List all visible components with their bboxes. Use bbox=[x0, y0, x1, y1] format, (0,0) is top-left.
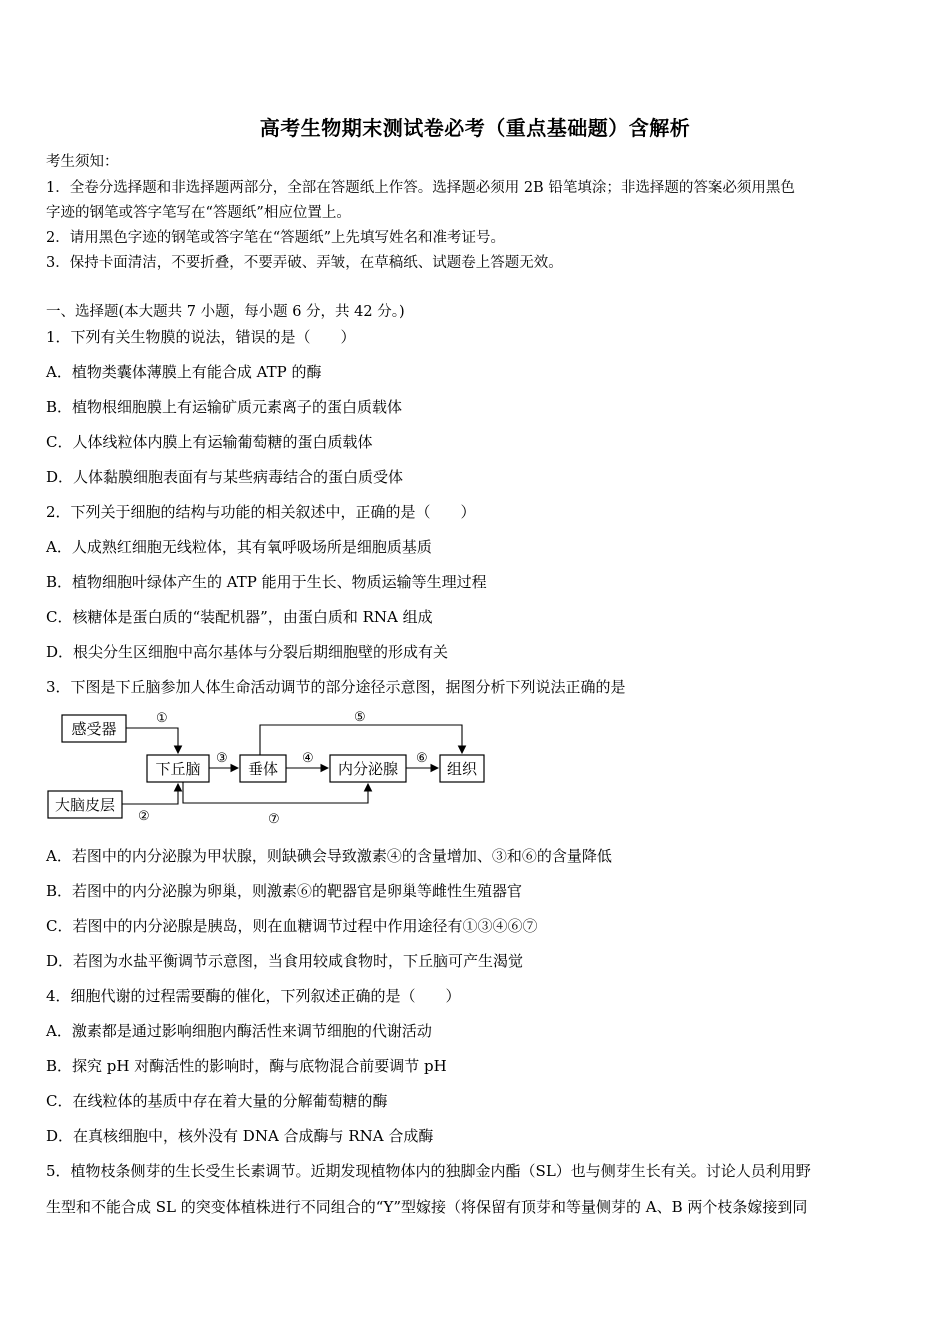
receptor-label: 感受器 bbox=[71, 720, 117, 738]
notice-item: 2．请用黑色字迹的钢笔或答字笔在“答题纸”上先填写姓名和准考证号。 bbox=[46, 230, 506, 246]
option-d: D．根尖分生区细胞中高尔基体与分裂后期细胞壁的形成有关 bbox=[46, 643, 449, 661]
page-title: 高考生物期末测试卷必考（重点基础题）含解析 bbox=[259, 116, 691, 140]
cortex-box bbox=[48, 791, 122, 818]
option-c: C．人体线粒体内膜上有运输葡萄糖的蛋白质载体 bbox=[46, 433, 373, 451]
notice-item: 1．全卷分选择题和非选择题两部分，全部在答题纸上作答。选择题必须用 2B 铅笔填涂；非选择题的答案必须用黑色 bbox=[46, 180, 795, 196]
option-a: A．植物类囊体薄膜上有能合成 ATP 的酶 bbox=[46, 363, 322, 381]
label-3: ③ bbox=[216, 751, 228, 766]
arrow-7 bbox=[183, 782, 368, 803]
gland-box bbox=[330, 755, 406, 782]
option-b: B．若图中的内分泌腺为卵巢，则激素⑥的靶器官是卵巢等雌性生殖器官 bbox=[46, 882, 523, 900]
label-1: ① bbox=[156, 711, 168, 726]
notice-item: 3．保持卡面清洁，不要折叠，不要弄破、弄皱，在草稿纸、试题卷上答题无效。 bbox=[46, 255, 563, 271]
option-d: D．在真核细胞中，核外没有 DNA 合成酶与 RNA 合成酶 bbox=[46, 1127, 434, 1145]
option-c: C．核糖体是蛋白质的“装配机器”，由蛋白质和 RNA 组成 bbox=[46, 608, 433, 626]
arrow-1 bbox=[126, 728, 178, 753]
label-7: ⑦ bbox=[268, 812, 280, 827]
option-b: B．植物细胞叶绿体产生的 ATP 能用于生长、物质运输等生理过程 bbox=[46, 573, 487, 591]
question-stem: 3．下图是下丘脑参加人体生命活动调节的部分途径示意图，据图分析下列说法正确的是 bbox=[46, 678, 626, 696]
option-a: A．激素都是通过影响细胞内酶活性来调节细胞的代谢活动 bbox=[46, 1022, 432, 1040]
section-heading: 一、选择题(本大题共 7 小题，每小题 6 分，共 42 分。) bbox=[46, 304, 405, 320]
receptor-box bbox=[62, 715, 126, 742]
pituitary-label: 垂体 bbox=[247, 760, 279, 778]
option-a: A．人成熟红细胞无线粒体，其有氧呼吸场所是细胞质基质 bbox=[46, 538, 432, 556]
option-d: D．人体黏膜细胞表面有与某些病毒结合的蛋白质受体 bbox=[46, 468, 404, 486]
question-stem-continued: 生型和不能合成 SL 的突变体植株进行不同组合的“Y”型嫁接（将保留有顶芽和等量侧芽的 A、B 两个枝条嫁接到同 bbox=[46, 1198, 808, 1216]
tissue-label: 组织 bbox=[446, 760, 478, 778]
label-5: ⑤ bbox=[354, 710, 366, 725]
option-c: C．若图中的内分泌腺是胰岛，则在血糖调节过程中作用途径有①③④⑥⑦ bbox=[46, 917, 538, 935]
option-c: C．在线粒体的基质中存在着大量的分解葡萄糖的酶 bbox=[46, 1092, 388, 1110]
regulation-diagram bbox=[46, 705, 496, 830]
option-d: D．若图为水盐平衡调节示意图，当食用较咸食物时，下丘脑可产生渴觉 bbox=[46, 952, 524, 970]
option-b: B．植物根细胞膜上有运输矿质元素离子的蛋白质载体 bbox=[46, 398, 403, 416]
arrow-2 bbox=[122, 784, 178, 804]
question-stem: 5．植物枝条侧芽的生长受生长素调节。近期发现植物体内的独脚金内酯（SL）也与侧芽生长有关。讨论人员利用野 bbox=[46, 1162, 811, 1180]
question-stem: 4．细胞代谢的过程需要酶的催化，下列叙述正确的是（ ） bbox=[46, 987, 461, 1005]
tissue-box bbox=[440, 755, 484, 782]
pituitary-box bbox=[240, 755, 286, 782]
notice-item: 字迹的钢笔或答字笔写在“答题纸”相应位置上。 bbox=[46, 205, 351, 221]
notice-heading: 考生须知： bbox=[46, 154, 119, 170]
question-stem: 1．下列有关生物膜的说法，错误的是（ ） bbox=[46, 328, 356, 346]
question-stem: 2．下列关于细胞的结构与功能的相关叙述中，正确的是（ ） bbox=[46, 503, 476, 521]
label-2: ② bbox=[138, 809, 150, 824]
label-6: ⑥ bbox=[416, 751, 428, 766]
cortex-label: 大脑皮层 bbox=[54, 796, 116, 814]
arrow-5 bbox=[260, 725, 462, 755]
option-b: B．探究 pH 对酶活性的影响时，酶与底物混合前要调节 pH bbox=[46, 1057, 447, 1075]
hypothalamus-box bbox=[147, 755, 209, 782]
option-a: A．若图中的内分泌腺为甲状腺，则缺碘会导致激素④的含量增加、③和⑥的含量降低 bbox=[46, 847, 612, 865]
label-4: ④ bbox=[302, 751, 314, 766]
hypothalamus-label: 下丘脑 bbox=[155, 760, 201, 778]
gland-label: 内分泌腺 bbox=[337, 760, 399, 778]
